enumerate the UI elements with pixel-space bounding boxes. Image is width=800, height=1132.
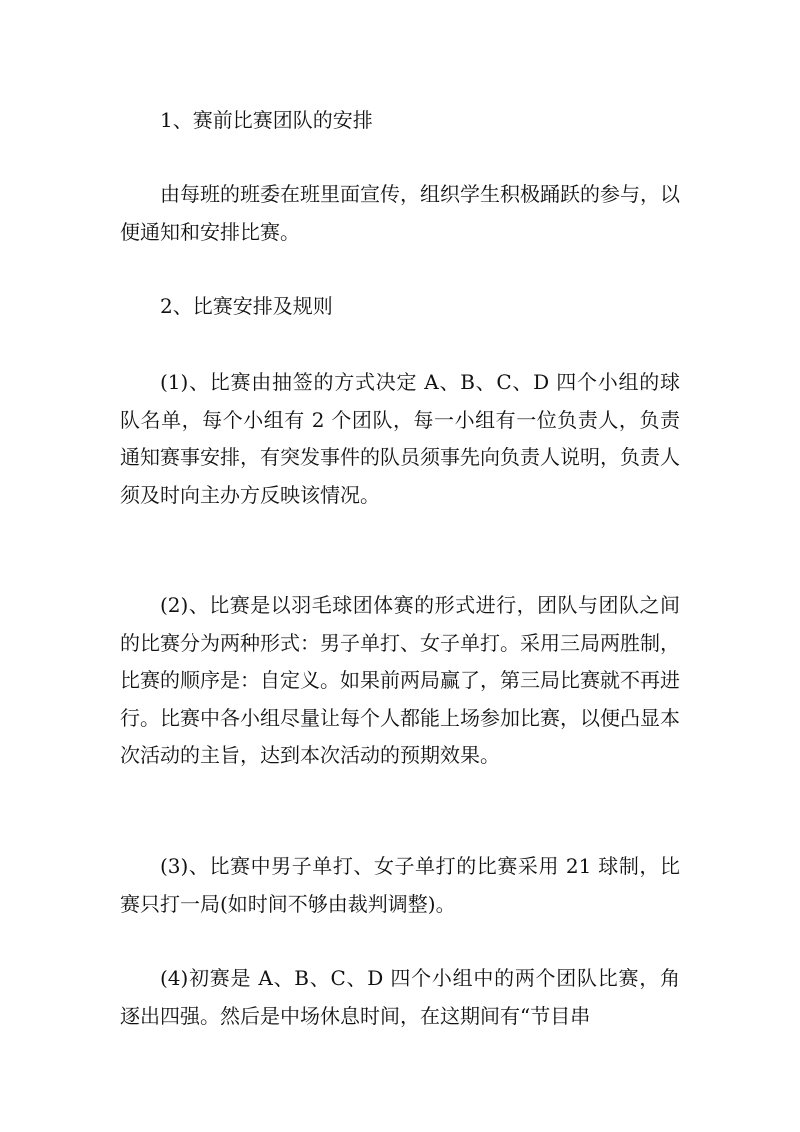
paragraph-rule-4: (4)初赛是 A、B、C、D 四个小组中的两个团队比赛，角逐出四强。然后是中场休息时间，在这期间有“节目串 — [120, 966, 680, 1028]
paragraph-rule-2: (2)、比赛是以羽毛球团体赛的形式进行，团队与团队之间的比赛分为两种形式：男子单打、女子单打。采用三局两胜制，比赛的顺序是：自定义。如果前两局赢了，第三局比赛就不再进行。比赛中各小组尽量让每个人都能上场参加比赛，以便凸显本次活动的主旨，达到本次活动的预期效果。 — [120, 593, 680, 767]
paragraph-publicity: 由每班的班委在班里面宣传，组织学生积极踊跃的参与，以便通知和安排比赛。 — [120, 182, 680, 244]
paragraph-rule-1: (1)、比赛由抽签的方式决定 A、B、C、D 四个小组的球队名单，每个小组有 2 个团队，每一小组有一位负责人，负责通知赛事安排，有突发事件的队员须事先向负责人说明，负责人须及时向主办方反映该情况。 — [120, 370, 680, 507]
heading-rules: 2、比赛安排及规则 — [160, 294, 333, 318]
paragraph-rule-3: (3)、比赛中男子单打、女子单打的比赛采用 21 球制，比赛只打一局(如时间不够由裁判调整)。 — [120, 854, 680, 916]
heading-team-arrangement: 1、赛前比赛团队的安排 — [160, 108, 373, 132]
